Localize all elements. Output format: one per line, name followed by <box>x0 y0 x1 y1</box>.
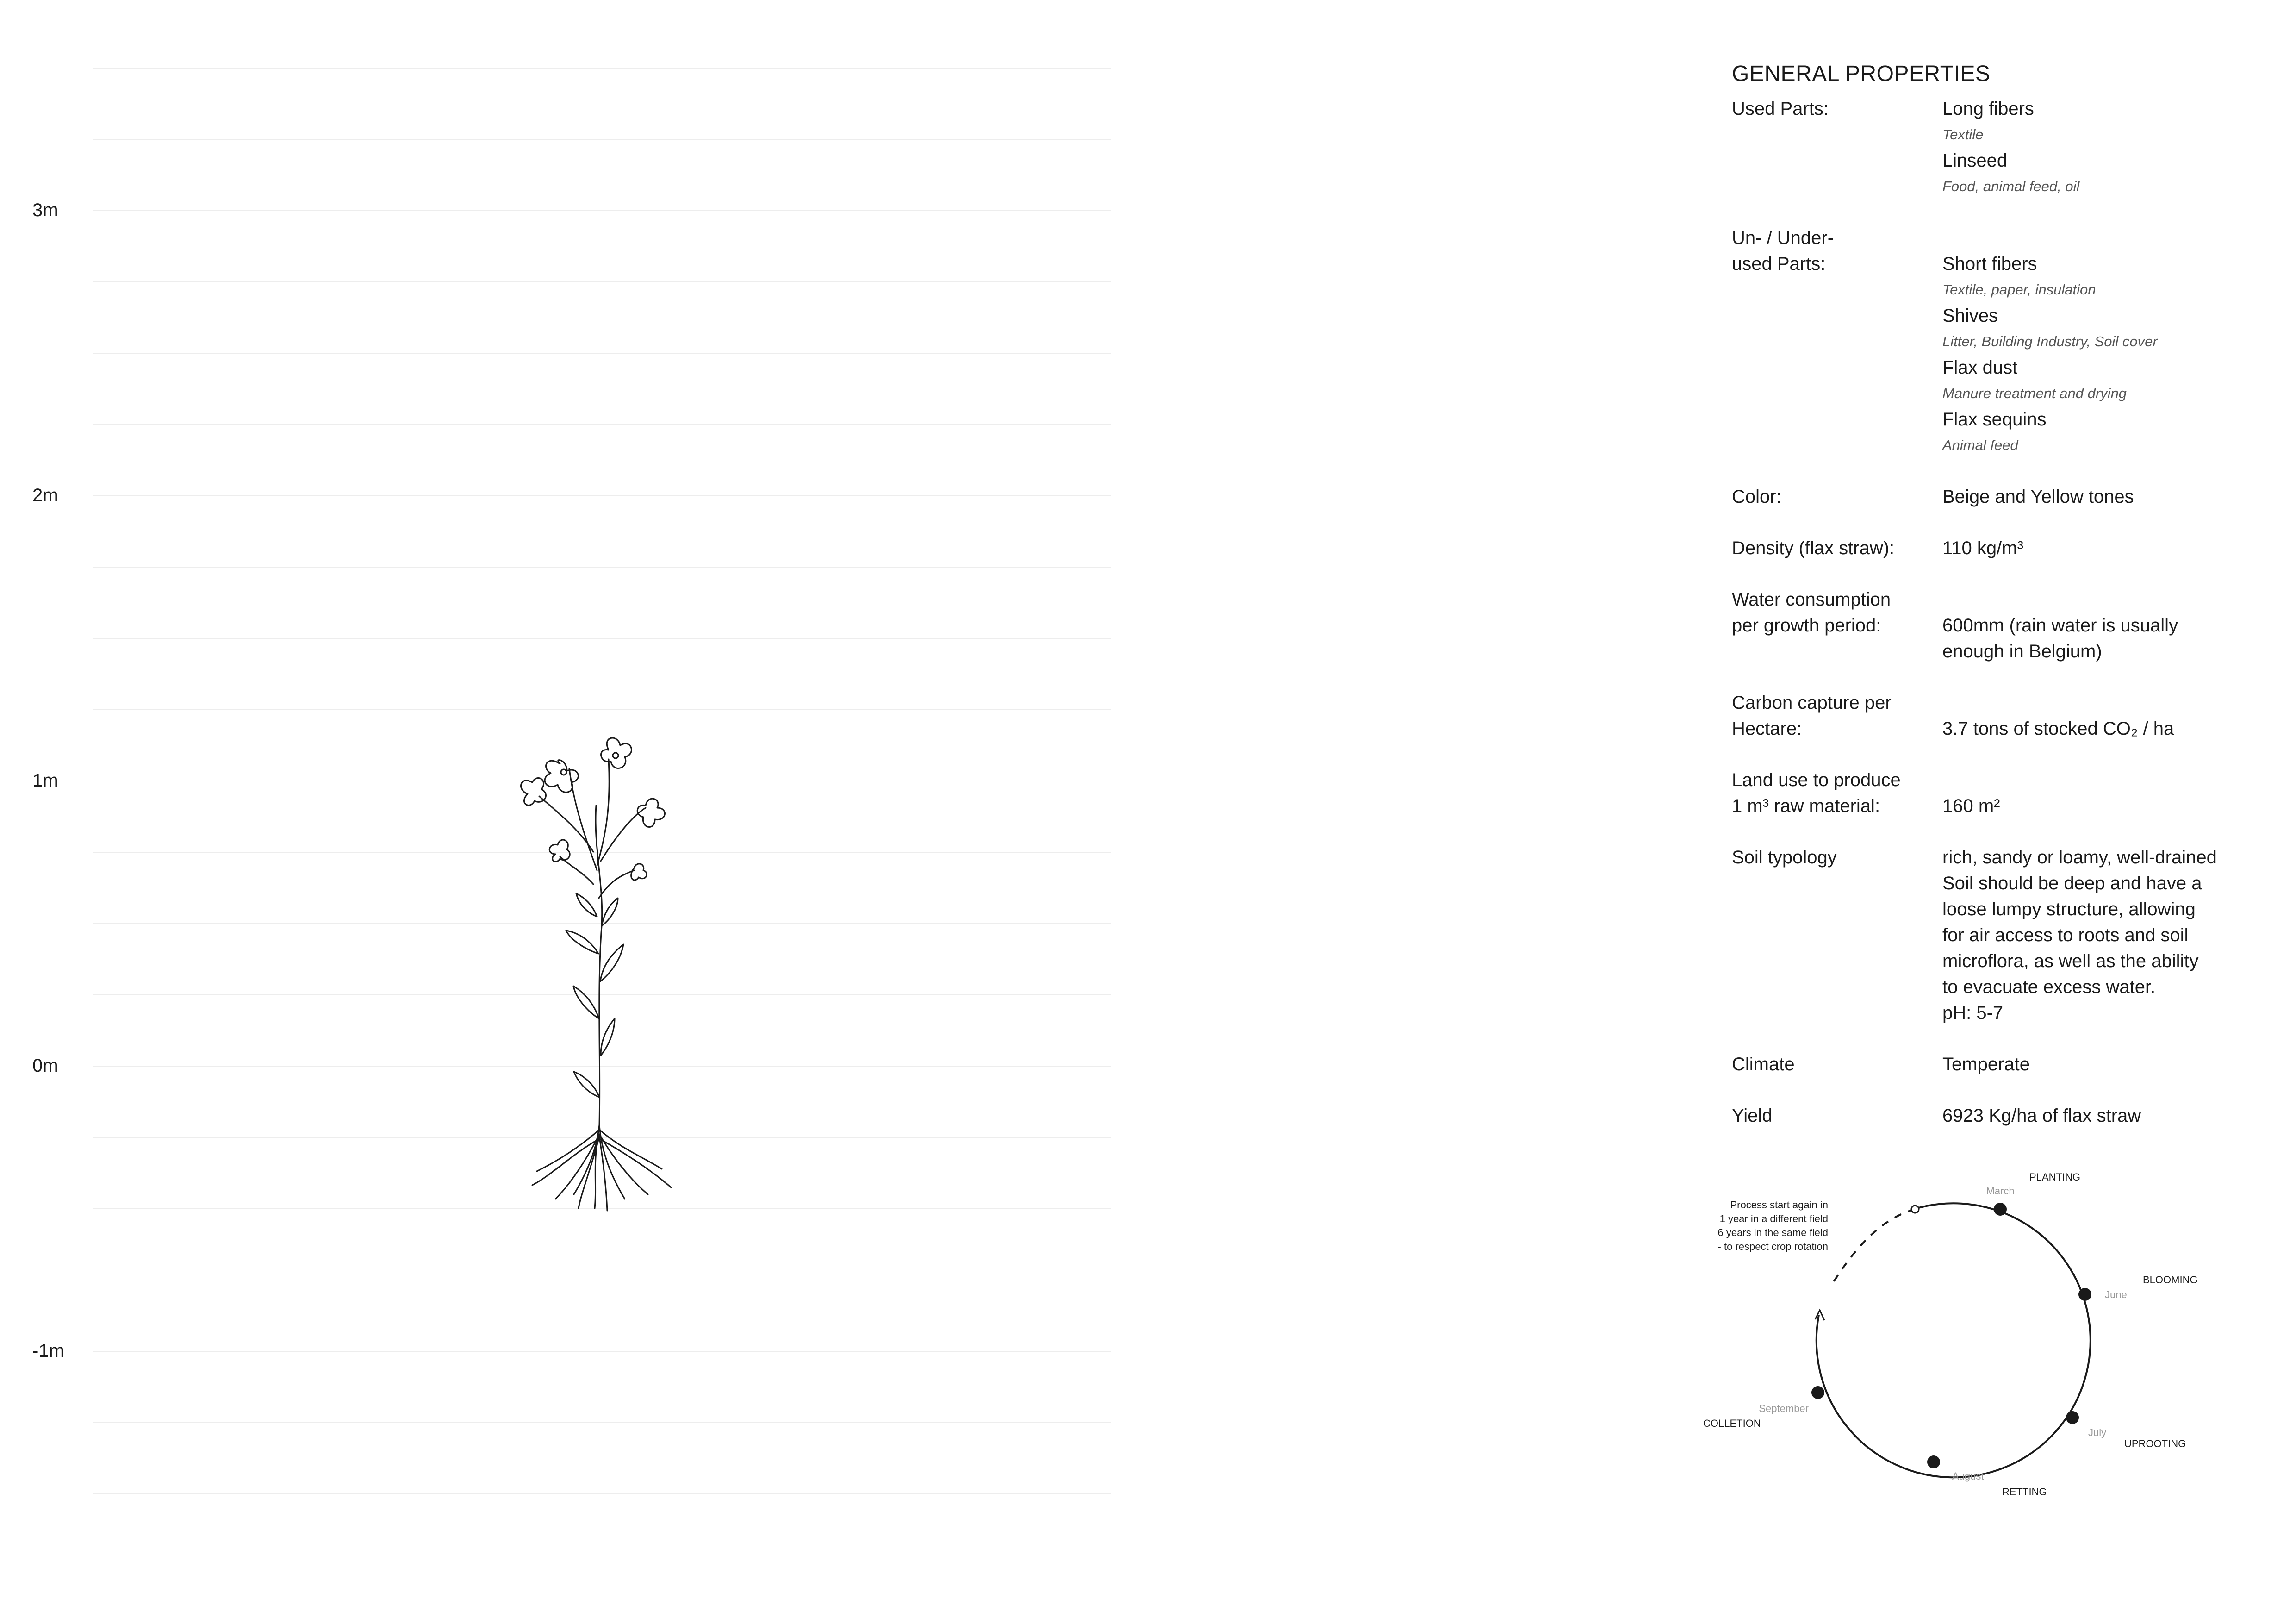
stage-planting <box>1986 1171 2080 1216</box>
used-part-name: Long fibers <box>1942 99 2034 119</box>
used-parts-row <box>1732 96 2269 200</box>
stage-marker <box>1994 1203 2007 1216</box>
stage-label: PLANTING <box>2029 1171 2081 1183</box>
gridline <box>93 1422 1111 1423</box>
scale-label: 2m <box>32 485 58 506</box>
underused-part-use: Textile, paper, insulation <box>1942 281 2096 298</box>
soil-line: loose lumpy structure, allowing <box>1942 899 2196 919</box>
yield-label: Yield <box>1732 1106 1773 1126</box>
stage-blooming <box>2078 1274 2198 1301</box>
soil-label: Soil typology <box>1732 847 1837 868</box>
underused-parts-row <box>1732 225 2269 458</box>
carbon-row <box>1732 690 2269 742</box>
scale-label: 0m <box>32 1056 58 1076</box>
water-label-line-2: per growth period: <box>1732 615 1881 636</box>
cycle-restart-point <box>1911 1206 1919 1213</box>
underused-part-name: Flax sequins <box>1942 409 2047 430</box>
land-value: 160 m² <box>1942 796 2000 816</box>
underused-part-name: Flax dust <box>1942 357 2018 378</box>
carbon-value: 3.7 tons of stocked CO₂ / ha <box>1942 718 2174 739</box>
used-part-use: Textile <box>1942 126 1984 143</box>
water-value-line-1: 600mm (rain water is usually <box>1942 615 2178 636</box>
underused-label-line-1: Un- / Under- <box>1732 228 1834 248</box>
color-row <box>1732 484 2269 510</box>
underused-part-use: Manure treatment and drying <box>1942 385 2127 401</box>
stage-marker <box>1927 1455 1940 1468</box>
color-label: Color: <box>1732 487 1781 507</box>
stage-label: COLLETION <box>1703 1418 1761 1429</box>
soil-line: pH: 5-7 <box>1942 1003 2004 1023</box>
soil-line: for air access to roots and soil <box>1942 925 2189 945</box>
gridline <box>93 495 1111 496</box>
land-use-row <box>1732 767 2269 819</box>
stage-label: RETTING <box>2002 1486 2047 1498</box>
soil-line: microflora, as well as the ability <box>1942 951 2199 971</box>
density-value: 110 kg/m³ <box>1942 538 2023 558</box>
cycle-arc <box>1817 1203 2091 1477</box>
used-parts-label: Used Parts: <box>1732 99 1829 119</box>
underused-part-use: Animal feed <box>1942 437 2018 453</box>
stage-month: June <box>2105 1289 2127 1300</box>
gridline <box>93 638 1111 639</box>
stage-month: September <box>1759 1403 1809 1414</box>
scale-label: 1m <box>32 770 58 791</box>
stage-month: August <box>1952 1470 1984 1482</box>
carbon-label-line-2: Hectare: <box>1732 718 1802 739</box>
used-part-use: Food, animal feed, oil <box>1942 178 2080 194</box>
stage-month: March <box>1986 1185 2015 1197</box>
gridline <box>93 353 1111 354</box>
gridline <box>93 139 1111 140</box>
gridline <box>93 424 1111 425</box>
stage-label: UPROOTING <box>2124 1438 2186 1449</box>
gridline <box>93 1351 1111 1352</box>
soil-line: to evacuate excess water. <box>1942 977 2156 997</box>
note-line: 6 years in the same field <box>1717 1227 1828 1238</box>
water-label-line-1: Water consumption <box>1732 589 1891 610</box>
climate-row <box>1732 1051 2269 1077</box>
water-row <box>1732 587 2269 664</box>
water-value-line-2: enough in Belgium) <box>1942 641 2102 662</box>
stage-colletion <box>1703 1386 1824 1429</box>
stage-month: July <box>2088 1427 2107 1438</box>
stage-marker <box>1811 1386 1824 1399</box>
yield-row <box>1732 1103 2269 1129</box>
gridline <box>93 567 1111 568</box>
used-part-name: Linseed <box>1942 150 2008 171</box>
underused-part-name: Short fibers <box>1942 254 2037 274</box>
gridline <box>93 68 1111 69</box>
cycle-arrowhead <box>1815 1310 1824 1320</box>
note-line: Process start again in <box>1730 1199 1828 1211</box>
stage-label: BLOOMING <box>2143 1274 2198 1286</box>
soil-line: Soil should be deep and have a <box>1942 873 2202 893</box>
note-line: - to respect crop rotation <box>1717 1241 1828 1252</box>
underused-label-line-2: used Parts: <box>1732 254 1826 274</box>
stage-marker <box>2078 1288 2091 1301</box>
stage-marker <box>2066 1411 2079 1424</box>
carbon-label-line-1: Carbon capture per <box>1732 693 1892 713</box>
cycle-dashed-arc <box>1830 1209 1915 1287</box>
scale-label: -1m <box>32 1341 64 1361</box>
soil-row <box>1732 844 2269 1026</box>
flax-plant-illustration <box>486 731 690 1213</box>
note-line: 1 year in a different field <box>1719 1213 1828 1224</box>
general-properties-panel <box>1732 61 2269 1129</box>
soil-line: rich, sandy or loamy, well-drained <box>1942 847 2217 868</box>
density-row <box>1732 535 2269 561</box>
gridline <box>93 210 1111 211</box>
underused-part-use: Litter, Building Industry, Soil cover <box>1942 333 2158 350</box>
land-label-line-2: 1 m³ raw material: <box>1732 796 1880 816</box>
growth-cycle-diagram <box>1689 1153 2245 1523</box>
yield-value: 6923 Kg/ha of flax straw <box>1942 1106 2141 1126</box>
climate-label: Climate <box>1732 1054 1795 1074</box>
properties-title: GENERAL PROPERTIES <box>1732 62 1991 86</box>
gridline <box>93 709 1111 710</box>
underused-part-name: Shives <box>1942 306 1998 326</box>
climate-value: Temperate <box>1942 1054 2030 1074</box>
gridline <box>93 281 1111 282</box>
cycle-note <box>1718 1199 1828 1252</box>
gridline <box>93 1493 1111 1494</box>
stage-uprooting <box>2066 1411 2186 1449</box>
scale-label: 3m <box>32 200 58 220</box>
density-label: Density (flax straw): <box>1732 538 1895 558</box>
color-value: Beige and Yellow tones <box>1942 487 2134 507</box>
land-label-line-1: Land use to produce <box>1732 770 1901 790</box>
